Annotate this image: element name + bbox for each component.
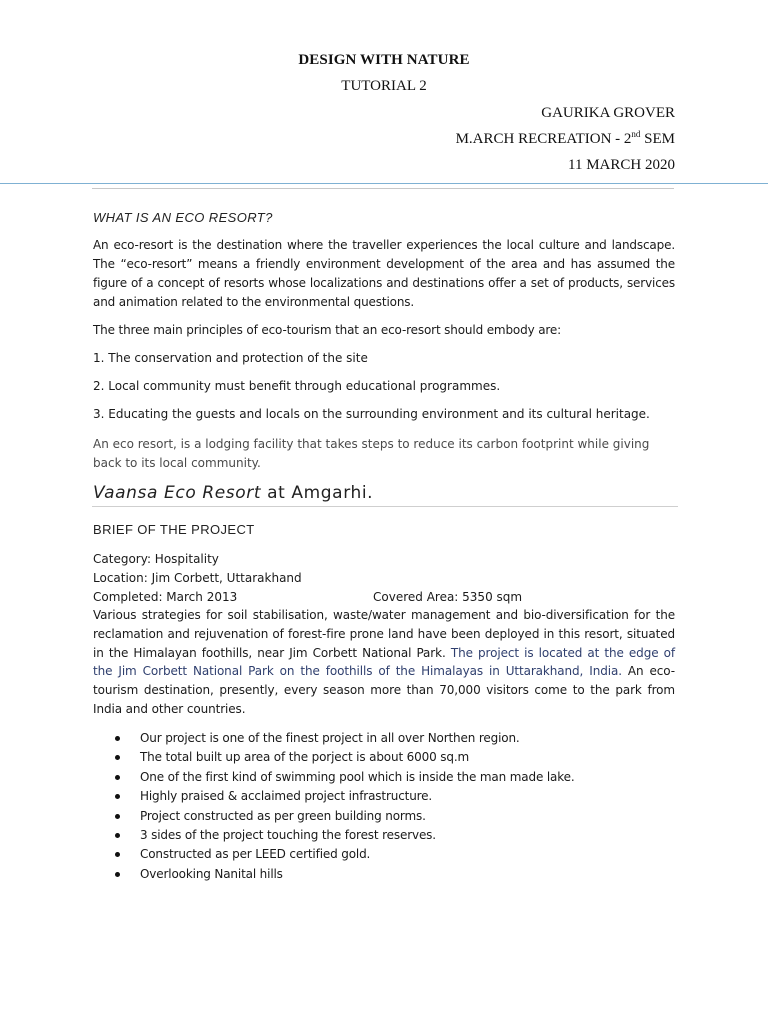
- bullet-icon: [115, 814, 120, 819]
- eco-resort-definition: An eco resort, is a lodging facility that takes steps to reduce its carbon footprint while giving back to its local community.: [93, 437, 650, 470]
- bullet-icon: [115, 755, 120, 760]
- list-item: [93, 845, 675, 864]
- section-heading-eco-resort: WHAT IS AN ECO RESORT?: [93, 210, 273, 225]
- document-title: DESIGN WITH NATURE: [298, 52, 470, 68]
- highlight-text: Overlooking Nanital hills: [140, 866, 283, 881]
- highlight-text: Highly praised & acclaimed project infrastructure.: [140, 789, 433, 804]
- project-location: Location: Jim Corbett, Uttarakhand: [93, 571, 302, 585]
- project-completed: Completed: March 2013: [93, 590, 238, 604]
- bullet-icon: [115, 872, 120, 877]
- description-strategies: Various strategies for soil stabilisation, waste/water management and bio-diversification for the reclamation and rejuvenation of forest-fire prone land have been deployed in this resort, situated in the Himalayan foothills, near Jim Corbett National Park.: [93, 608, 675, 660]
- list-item: [93, 729, 675, 748]
- course-suffix: SEM: [640, 131, 675, 147]
- highlight-text: 3 sides of the project touching the forest reserves.: [140, 827, 436, 842]
- highlight-text: One of the first kind of swimming pool which is inside the man made lake.: [140, 769, 575, 784]
- bullet-icon: [115, 852, 120, 857]
- description-location: The project is located at the edge of the Jim Corbett National Park on the foothills of the Himalayas in Uttarakhand, India.: [93, 645, 676, 679]
- highlight-text: Constructed as per LEED certified gold.: [140, 847, 371, 862]
- principle-item-1: 1. The conservation and protection of the site: [93, 351, 368, 365]
- bullet-icon: [115, 736, 120, 741]
- list-item: [93, 807, 675, 826]
- principles-intro: The three main principles of eco-tourism that an eco-resort should embody are:: [93, 323, 562, 337]
- principle-item-3: 3. Educating the guests and locals on the surrounding environment and its cultural heritage.: [93, 407, 650, 421]
- course-superscript: nd: [631, 129, 641, 139]
- section-heading-brief: BRIEF OF THE PROJECT: [93, 522, 255, 537]
- highlight-text: The total built up area of the porject is about 6000 sq.m: [140, 750, 470, 765]
- list-item: [93, 768, 675, 787]
- resort-location: at Amgarhi.: [261, 483, 374, 503]
- resort-title: [93, 483, 373, 503]
- header-divider: [0, 183, 768, 184]
- document-date: 11 MARCH 2020: [568, 157, 675, 173]
- course-label: [456, 131, 675, 148]
- resort-title-divider: [92, 506, 678, 507]
- highlight-text: Project constructed as per green building norms.: [140, 808, 426, 823]
- tutorial-label: TUTORIAL 2: [341, 78, 427, 94]
- list-item: [93, 826, 675, 845]
- header-sub-divider: [92, 188, 674, 189]
- highlight-text: Our project is one of the finest project in all over Northen region.: [140, 731, 520, 745]
- project-completion-row: [93, 588, 675, 607]
- eco-resort-paragraph: An eco-resort is the destination where the traveller experiences the local culture and landscape. The “eco-resort” means a friendly environment development of the area and has assumed the figure of a concept of resorts whose localizations and destinations offer a set of products, services and animation related to the environmental questions.: [93, 238, 675, 309]
- description-visitors: An eco-tourism destination, presently, every season more than 70,000 visitors come to the park from India and other countries.: [93, 664, 675, 716]
- bullet-icon: [115, 775, 120, 780]
- resort-name: Vaansa Eco Resort: [93, 483, 262, 503]
- project-category: Category: Hospitality: [93, 552, 219, 566]
- project-description: [93, 606, 675, 719]
- project-highlights-list: [93, 729, 675, 884]
- course-prefix: M.ARCH RECREATION - 2: [455, 131, 632, 147]
- project-covered-area: Covered Area: 5350 sqm: [373, 590, 523, 604]
- list-item: [93, 787, 675, 806]
- principle-item-2: 2. Local community must benefit through educational programmes.: [93, 379, 501, 393]
- list-item: [93, 865, 675, 884]
- bullet-icon: [115, 794, 120, 799]
- bullet-icon: [115, 833, 120, 838]
- author-name: GAURIKA GROVER: [541, 105, 675, 121]
- list-item: [93, 748, 675, 767]
